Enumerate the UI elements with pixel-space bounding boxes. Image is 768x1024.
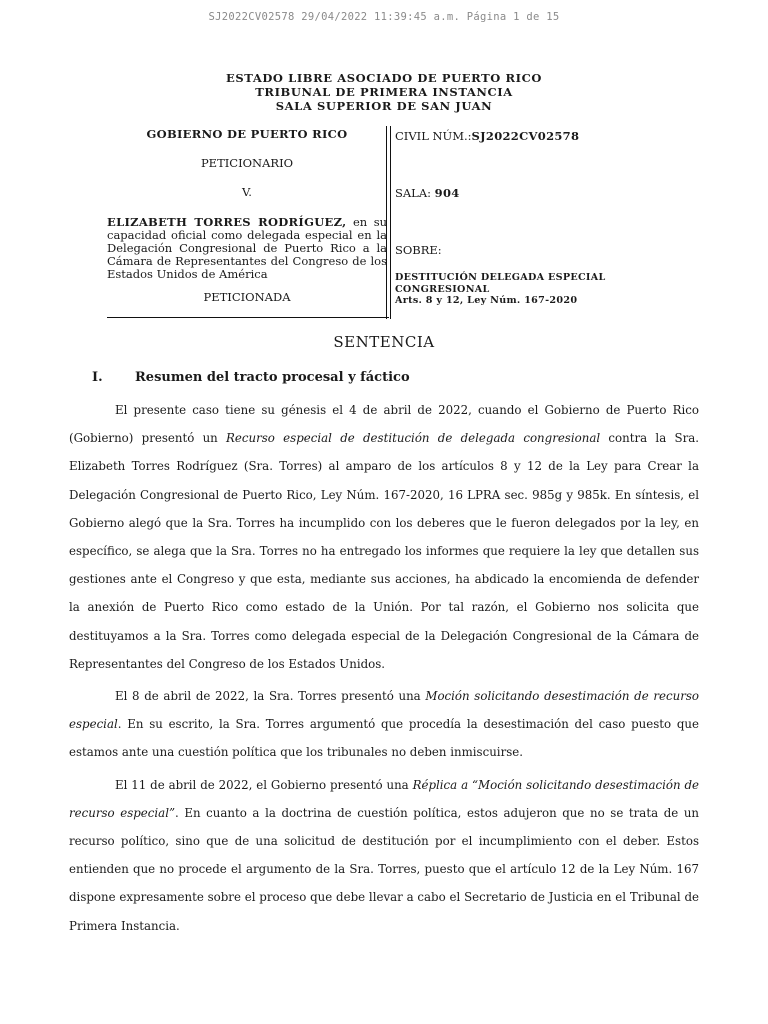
paragraph-3 <box>69 771 699 940</box>
respondent-description: en su capacidad oficial como delegada especial en la Delegación Congresional de Puerto Rico a la Cámara de Representantes del Congreso de los Estados Unidos de América <box>107 214 387 282</box>
caption-horizontal-divider <box>107 317 389 318</box>
sala-number: 904 <box>434 186 460 200</box>
sobre-label: SOBRE: <box>395 243 442 257</box>
document-title: SENTENCIA <box>333 333 435 351</box>
caption-vertical-divider <box>386 126 391 319</box>
filing-stamp: SJ2022CV02578 29/04/2022 11:39:45 a.m. Página 1 de 15 <box>208 11 560 23</box>
section-heading <box>92 370 410 385</box>
petitioner-role: PETICIONARIO <box>200 156 294 171</box>
paragraph-3-italic: Réplica a “Moción solicitando desestimación de recurso especial” <box>69 777 699 820</box>
court-line-3: SALA SUPERIOR DE SAN JUAN <box>275 99 493 113</box>
paragraph-1-text-end: contra la Sra. Elizabeth Torres Rodríguez (Sra. Torres) al amparo de los artículos 8 y 12 de la Ley para Crear la Delegación Congresional de Puerto Rico, Ley Núm. 167-2020, 16 LPRA sec. 985g y 985k. En síntesis, el Gobierno alegó que la Sra. Torres ha incumplido con los deberes que le fueron delegados por la ley, en específico, se alega que la Sra. Torres no ha entregado los informes que requiere la ley que detallen sus gestiones ante el Congreso y que esta, mediante sus acciones, ha abdicado la encomienda de defender la anexión de Puerto Rico como estado de la Unión. Por tal razón, el Gobierno nos solicita que destituyamos a la Sra. Torres como delegada especial de la Delegación Congresional de la Cámara de Representantes del Congreso de los Estados Unidos. <box>69 431 699 671</box>
sala-label: SALA: <box>395 186 431 200</box>
paragraph-3-text-end: . En cuanto a la doctrina de cuestión política, estos adujeron que no se trata de un recurso político, sino que de una solicitud de destitución por el incumplimiento con el deber. Estos entienden que no procede el argumento de la Sra. Torres, puesto que el artículo 12 de la Ley Núm. 167 dispone expresamente sobre el proceso que debe llevar a cabo el Secretario de Justicia en el Tribunal de Primera Instancia. <box>69 805 700 933</box>
civil-number: SJ2022CV02578 <box>471 129 580 143</box>
paragraph-1-italic: Recurso especial de destitución de delegada congresional <box>226 431 601 446</box>
paragraph-2-text: El 8 de abril de 2022, la Sra. Torres presentó una <box>115 689 426 704</box>
sobre-line-1: DESTITUCIÓN DELEGADA ESPECIAL <box>395 272 606 283</box>
respondent-role: PETICIONADA <box>203 289 291 304</box>
court-line-2: TRIBUNAL DE PRIMERA INSTANCIA <box>255 85 513 99</box>
document-body <box>69 396 699 940</box>
respondent-block <box>107 216 387 282</box>
sobre-detail <box>395 272 635 307</box>
paragraph-3-text: El 11 de abril de 2022, el Gobierno presentó una <box>115 777 413 792</box>
court-line-1: ESTADO LIBRE ASOCIADO DE PUERTO RICO <box>226 71 542 85</box>
court-header <box>0 71 768 113</box>
caption-parties <box>107 128 387 304</box>
sobre-line-3: Arts. 8 y 12, Ley Núm. 167-2020 <box>395 295 578 306</box>
sala-row <box>395 186 635 200</box>
paragraph-2 <box>69 682 699 767</box>
sobre-line-2: CONGRESIONAL <box>395 283 490 295</box>
civil-number-row <box>395 129 635 143</box>
section-number: I. <box>92 370 103 385</box>
section-title: Resumen del tracto procesal y fáctico <box>135 370 410 385</box>
respondent-name: ELIZABETH TORRES RODRÍGUEZ, <box>107 214 347 229</box>
paragraph-2-italic: Moción solicitando desestimación de recurso especial <box>69 689 699 732</box>
civil-label: CIVIL NÚM.: <box>395 129 472 143</box>
paragraph-1 <box>69 396 699 678</box>
petitioner-name: GOBIERNO DE PUERTO RICO <box>146 127 348 141</box>
paragraph-1-text: El presente caso tiene su génesis el 4 de abril de 2022, cuando el Gobierno de Puerto Rico (Gobierno) presentó un <box>69 403 699 446</box>
paragraph-2-text-end: . En su escrito, la Sra. Torres argumentó que procedía la desestimación del caso puesto que estamos ante una cuestión política que los tribunales no deben inmiscuirse. <box>69 717 699 760</box>
versus: V. <box>242 185 252 200</box>
